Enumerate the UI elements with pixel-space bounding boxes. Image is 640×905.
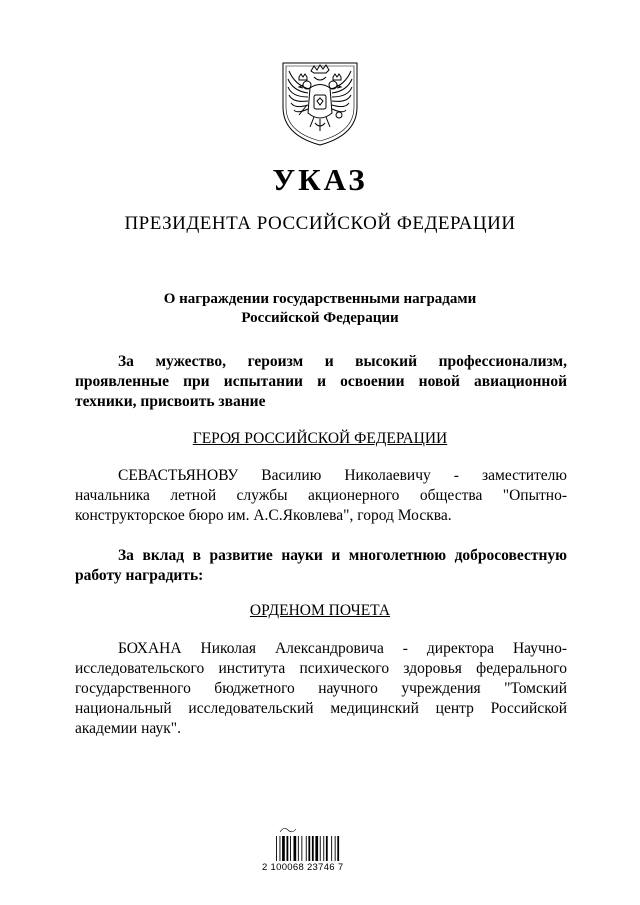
- section1-recipient: СЕВАСТЬЯНОВУ Василию Николаевичу - заместителю начальника летной службы акционерного общества "Опытно-конструкторское бюро им. А.С.Яковлева", город Москва.: [75, 467, 567, 524]
- section2-recipient: БОХАНА Николая Александровича - директора Научно-исследовательского института психического здоровья федерального государственного бюджетного научного учреждения "Томский национальный исследовательский медицинский центр Российской академии наук".: [75, 640, 567, 737]
- section2-recipient-paragraph: [75, 639, 567, 739]
- section2-text: За вклад в развитие науки и многолетнюю добросовестную работу наградить:: [75, 547, 567, 584]
- section2-paragraph: [75, 546, 567, 586]
- section1-award-heading: ГЕРОЯ РОССИЙСКОЙ ФЕДЕРАЦИИ: [192, 430, 448, 447]
- section1-recipient-paragraph: [75, 466, 567, 526]
- section2-award-heading: ОРДЕНОМ ПОЧЕТА: [249, 602, 391, 619]
- barcode-icon: [262, 822, 352, 882]
- russian-coat-of-arms-icon: [277, 57, 363, 149]
- section1-paragraph: [75, 352, 567, 412]
- subject-line-2: Российской Федерации: [241, 310, 399, 326]
- document-title: УКАЗ: [272, 162, 368, 197]
- document-issuer: ПРЕЗИДЕНТА РОССИЙСКОЙ ФЕДЕРАЦИИ: [124, 213, 516, 234]
- document-subject: [0, 290, 640, 328]
- subject-line-1: О награждении государственными наградами: [163, 291, 477, 307]
- section1-text: За мужество, героизм и высокий профессионализм, проявленные при испытании и освоении новой авиационной техники, присвоить звание: [75, 353, 567, 410]
- barcode-number: 2 100068 23746 7: [262, 862, 344, 873]
